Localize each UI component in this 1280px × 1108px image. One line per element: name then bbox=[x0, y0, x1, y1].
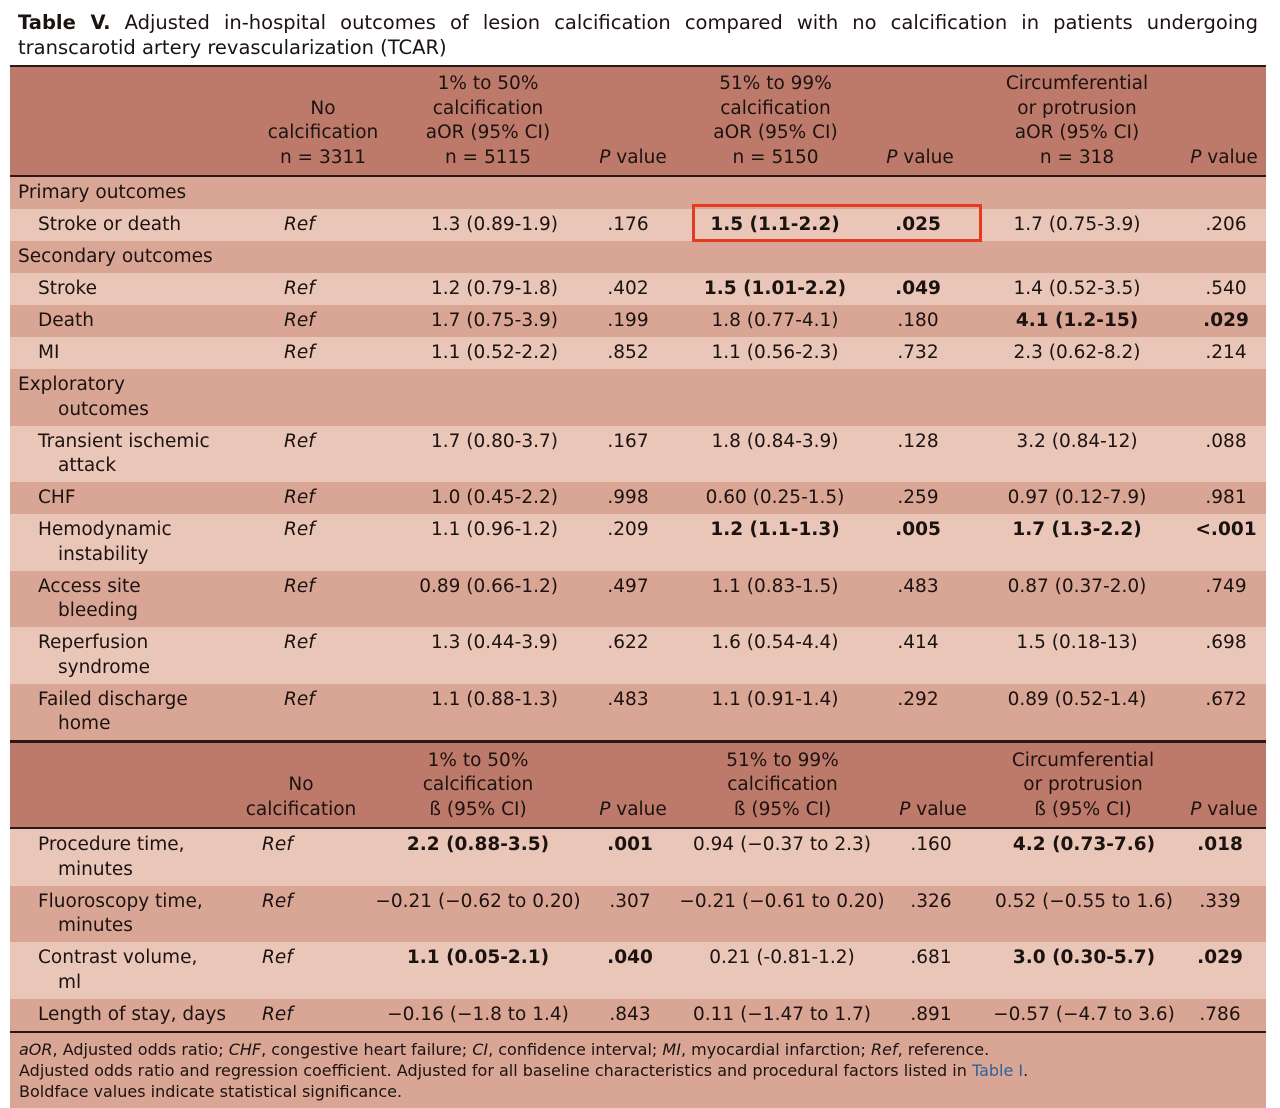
table-row bbox=[10, 684, 1266, 741]
caption-text: Adjusted in-hospital outcomes of lesion calcification compared with no calcification in patients undergoing transcarotid artery revascularization (TCAR) bbox=[18, 11, 1259, 59]
section-row bbox=[10, 177, 1266, 209]
p-value-cell: .414 bbox=[897, 632, 939, 653]
estimate-cell: 1.4 (0.52-3.5) bbox=[1013, 278, 1141, 299]
estimate-cell: 0.97 (0.12-7.9) bbox=[1007, 487, 1147, 508]
p-value-cell: .497 bbox=[607, 575, 649, 597]
estimate-cell: 2.2 (0.88-3.5) bbox=[406, 834, 550, 855]
estimate-cell: 1.7 (0.75-3.9) bbox=[430, 310, 558, 331]
p-value-cell: .209 bbox=[607, 519, 649, 540]
p-value-cell: .025 bbox=[895, 214, 941, 235]
ref-cell: Ref bbox=[262, 890, 293, 912]
estimate-cell: −0.21 (−0.62 to 0.20) bbox=[375, 890, 581, 912]
table-row bbox=[10, 886, 1266, 943]
ref-cell: Ref bbox=[284, 342, 315, 363]
section-label: Secondary outcomes bbox=[18, 246, 213, 267]
p-value-cell: .029 bbox=[1203, 310, 1249, 331]
footnote-boldface: Boldface values indicate statistical significance. bbox=[19, 1081, 403, 1101]
p-value-cell: .998 bbox=[607, 487, 649, 508]
estimate-cell: 3.0 (0.30-5.7) bbox=[1012, 947, 1156, 968]
estimate-cell: 1.5 (0.18-13) bbox=[1016, 632, 1138, 653]
estimate-cell: 2.3 (0.62-8.2) bbox=[1013, 342, 1141, 363]
p-value-cell: .001 bbox=[607, 834, 653, 855]
table-row bbox=[10, 999, 1266, 1031]
p-value-cell: .176 bbox=[607, 214, 649, 235]
estimate-cell: 1.7 (0.75-3.9) bbox=[1013, 214, 1141, 235]
p-value-cell: .018 bbox=[1197, 834, 1243, 855]
table-caption bbox=[18, 10, 1258, 60]
table-row bbox=[10, 209, 1266, 241]
estimate-cell: 0.87 (0.37-2.0) bbox=[1007, 575, 1147, 597]
p-value-cell: .307 bbox=[609, 890, 651, 912]
header-p-value-1: P value bbox=[599, 146, 667, 168]
table-row bbox=[10, 426, 1266, 483]
table-row bbox=[10, 273, 1266, 305]
header-1-50-beta: 1% to 50% calcification ß (95% CI) bbox=[422, 749, 534, 820]
ref-cell: Ref bbox=[284, 519, 315, 540]
estimate-cell: 1.1 (0.56-2.3) bbox=[711, 342, 839, 363]
header-circumferential: Circumferential or protrusion aOR (95% CI) n = 318 bbox=[1005, 73, 1149, 168]
row-label: Reperfusion syndrome bbox=[38, 632, 150, 678]
header-circumferential-beta: Circumferential or protrusion ß (95% CI) bbox=[1011, 749, 1155, 820]
estimate-cell: 1.3 (0.44-3.9) bbox=[430, 632, 558, 653]
row-label: Failed discharge home bbox=[38, 688, 188, 734]
header-no-calcification: No calcification n = 3311 bbox=[267, 97, 379, 168]
table-i-link[interactable]: Table I bbox=[971, 1060, 1024, 1080]
footnote-adjusted: Adjusted odds ratio and regression coefficient. Adjusted for all baseline characteristics and procedural factors listed in Table I. bbox=[19, 1060, 1029, 1080]
table-row bbox=[10, 627, 1266, 684]
table-footnote bbox=[10, 1031, 1266, 1108]
p-value-cell: .160 bbox=[910, 834, 952, 855]
outcomes-table bbox=[10, 65, 1266, 1108]
header-no-calcification-2: No calcification bbox=[245, 774, 357, 820]
p-value-cell: .981 bbox=[1205, 487, 1247, 508]
p-value-cell: .852 bbox=[607, 342, 649, 363]
p-value-cell: .088 bbox=[1205, 430, 1247, 452]
estimate-cell: 1.0 (0.45-2.2) bbox=[430, 487, 558, 508]
estimate-cell: 3.2 (0.84-12) bbox=[1016, 430, 1138, 452]
header-p-value-4: P value bbox=[599, 798, 667, 820]
p-value-cell: .622 bbox=[607, 632, 649, 653]
p-value-cell: .206 bbox=[1205, 214, 1247, 235]
ref-cell: Ref bbox=[284, 430, 315, 452]
section-label: Exploratory outcomes bbox=[18, 374, 149, 420]
estimate-cell: 1.1 (0.91-1.4) bbox=[711, 688, 839, 710]
p-value-cell: <.001 bbox=[1195, 519, 1257, 540]
estimate-cell: 1.1 (0.05-2.1) bbox=[406, 947, 550, 968]
table-row bbox=[10, 337, 1266, 369]
estimate-cell: 0.94 (−0.37 to 2.3) bbox=[693, 834, 871, 855]
header-p-value-5: P value bbox=[899, 798, 967, 820]
estimate-cell: 1.5 (1.01-2.2) bbox=[703, 278, 847, 299]
table-header-aor bbox=[10, 65, 1266, 177]
row-label: Length of stay, days bbox=[38, 1003, 227, 1025]
p-value-cell: .698 bbox=[1205, 632, 1247, 653]
row-label: Hemodynamic instability bbox=[38, 519, 172, 565]
estimate-cell: 1.2 (0.79-1.8) bbox=[430, 278, 558, 299]
ref-cell: Ref bbox=[284, 278, 315, 299]
estimate-cell: −0.16 (−1.8 to 1.4) bbox=[387, 1003, 569, 1025]
table-body-aor bbox=[10, 177, 1266, 740]
p-value-cell: .749 bbox=[1205, 575, 1247, 597]
row-label: MI bbox=[38, 342, 60, 363]
p-value-cell: .732 bbox=[897, 342, 939, 363]
row-label: Transient ischemic attack bbox=[38, 430, 210, 476]
p-value-cell: .402 bbox=[607, 278, 649, 299]
p-value-cell: .891 bbox=[910, 1003, 952, 1025]
p-value-cell: .029 bbox=[1197, 947, 1243, 968]
section-row bbox=[10, 241, 1266, 273]
estimate-cell: −0.57 (−4.7 to 3.6) bbox=[993, 1003, 1175, 1025]
section-row bbox=[10, 369, 1266, 426]
row-label: Procedure time, minutes bbox=[38, 834, 185, 880]
estimate-cell: 4.1 (1.2-15) bbox=[1015, 310, 1139, 331]
estimate-cell: 0.11 (−1.47 to 1.7) bbox=[693, 1003, 871, 1025]
ref-cell: Ref bbox=[284, 688, 315, 710]
p-value-cell: .005 bbox=[895, 519, 941, 540]
ref-cell: Ref bbox=[284, 575, 315, 597]
p-value-cell: .049 bbox=[895, 278, 941, 299]
p-value-cell: .681 bbox=[910, 947, 952, 968]
estimate-cell: 1.7 (1.3-2.2) bbox=[1012, 519, 1142, 540]
p-value-cell: .786 bbox=[1199, 1003, 1241, 1025]
caption-label: Table V. bbox=[18, 11, 111, 34]
row-label: Stroke bbox=[38, 278, 97, 299]
row-label: Stroke or death bbox=[38, 214, 182, 235]
estimate-cell: 1.8 (0.77-4.1) bbox=[711, 310, 839, 331]
estimate-cell: −0.21 (−0.61 to 0.20) bbox=[679, 890, 885, 912]
header-p-value-6: P value bbox=[1190, 798, 1258, 820]
ref-cell: Ref bbox=[284, 214, 315, 235]
row-label: Contrast volume, ml bbox=[38, 947, 198, 993]
p-value-cell: .326 bbox=[910, 890, 952, 912]
p-value-cell: .214 bbox=[1205, 342, 1247, 363]
header-p-value-3: P value bbox=[1190, 146, 1258, 168]
header-51-99-beta: 51% to 99% calcification ß (95% CI) bbox=[726, 749, 839, 820]
estimate-cell: 1.1 (0.96-1.2) bbox=[430, 519, 558, 540]
p-value-cell: .339 bbox=[1199, 890, 1241, 912]
table-row bbox=[10, 571, 1266, 628]
estimate-cell: 0.89 (0.66-1.2) bbox=[419, 575, 558, 597]
estimate-cell: 0.52 (−0.55 to 1.6) bbox=[995, 890, 1173, 912]
table-row bbox=[10, 305, 1266, 337]
p-value-cell: .180 bbox=[897, 310, 939, 331]
ref-cell: Ref bbox=[262, 947, 293, 968]
header-1-50: 1% to 50% calcification aOR (95% CI) n = 5115 bbox=[425, 73, 551, 168]
estimate-cell: 1.2 (1.1-1.3) bbox=[710, 519, 840, 540]
ref-cell: Ref bbox=[262, 1003, 293, 1025]
table-row bbox=[10, 829, 1266, 886]
highlight-box bbox=[692, 204, 982, 242]
ref-cell: Ref bbox=[284, 310, 315, 331]
section-label: Primary outcomes bbox=[18, 182, 187, 203]
p-value-cell: .167 bbox=[607, 430, 649, 452]
p-value-cell: .259 bbox=[897, 487, 939, 508]
p-value-cell: .483 bbox=[897, 575, 939, 597]
header-51-99: 51% to 99% calcification aOR (95% CI) n = 5150 bbox=[713, 73, 838, 168]
estimate-cell: 0.21 (-0.81-1.2) bbox=[709, 947, 855, 968]
estimate-cell: 1.1 (0.52-2.2) bbox=[430, 342, 558, 363]
row-label: Death bbox=[38, 310, 94, 331]
estimate-cell: 1.1 (0.88-1.3) bbox=[430, 688, 558, 710]
p-value-cell: .483 bbox=[607, 688, 649, 710]
p-value-cell: .292 bbox=[897, 688, 939, 710]
ref-cell: Ref bbox=[284, 632, 315, 653]
p-value-cell: .040 bbox=[607, 947, 653, 968]
estimate-cell: 1.1 (0.83-1.5) bbox=[711, 575, 839, 597]
estimate-cell: 1.3 (0.89-1.9) bbox=[430, 214, 558, 235]
ref-cell: Ref bbox=[262, 834, 293, 855]
header-p-value-2: P value bbox=[886, 146, 954, 168]
ref-cell: Ref bbox=[284, 487, 315, 508]
p-value-cell: .540 bbox=[1205, 278, 1247, 299]
estimate-cell: 1.7 (0.80-3.7) bbox=[430, 430, 558, 452]
p-value-cell: .672 bbox=[1205, 688, 1247, 710]
estimate-cell: 4.2 (0.73-7.6) bbox=[1012, 834, 1156, 855]
row-label: CHF bbox=[38, 487, 76, 508]
estimate-cell: 0.60 (0.25-1.5) bbox=[705, 487, 845, 508]
footnote-abbreviations: aOR, Adjusted odds ratio; CHF, congestive heart failure; CI, confidence interval; MI, myocardial infarction; Ref, reference. bbox=[19, 1039, 990, 1059]
table-header-beta bbox=[10, 740, 1266, 829]
table-row bbox=[10, 482, 1266, 514]
estimate-cell: 1.8 (0.84-3.9) bbox=[711, 430, 839, 452]
table-body-beta bbox=[10, 829, 1266, 1031]
table-row bbox=[10, 942, 1266, 999]
p-value-cell: .843 bbox=[609, 1003, 651, 1025]
table-row bbox=[10, 514, 1266, 571]
estimate-cell: 0.89 (0.52-1.4) bbox=[1007, 688, 1147, 710]
estimate-cell: 1.6 (0.54-4.4) bbox=[711, 632, 839, 653]
p-value-cell: .199 bbox=[607, 310, 649, 331]
row-label: Access site bleeding bbox=[38, 575, 141, 621]
row-label: Fluoroscopy time, minutes bbox=[38, 890, 203, 936]
p-value-cell: .128 bbox=[897, 430, 939, 452]
estimate-cell: 1.5 (1.1-2.2) bbox=[710, 214, 840, 235]
